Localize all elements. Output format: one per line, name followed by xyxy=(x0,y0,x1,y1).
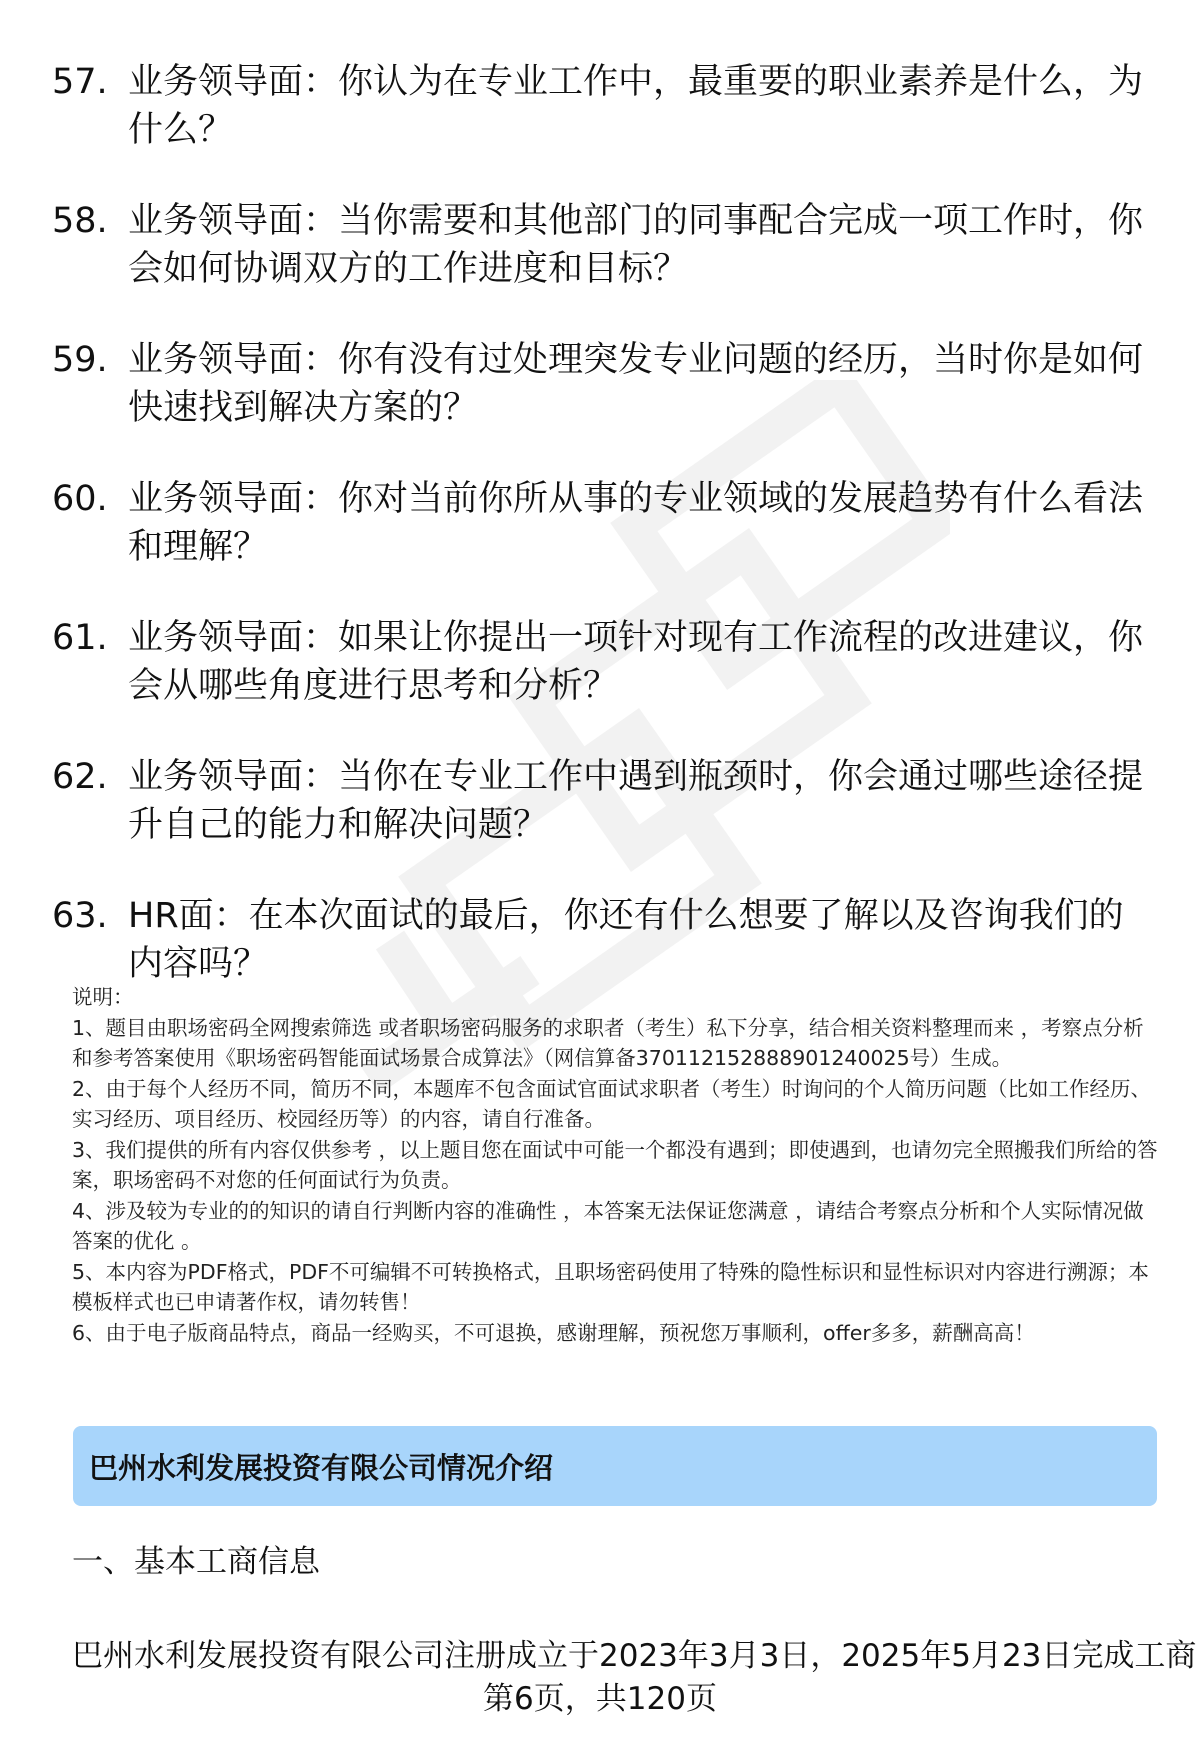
question-text: 业务领导面：当你需要和其他部门的同事配合完成一项工作时，你会如何协调双方的工作进度和目标？ xyxy=(128,201,1144,289)
question-text: HR面：在本次面试的最后，你还有什么想要了解以及咨询我们的内容吗？ xyxy=(128,896,1124,984)
question-text: 业务领导面：你认为在专业工作中，最重要的职业素养是什么，为什么？ xyxy=(128,62,1144,150)
notes-item-3: 3、我们提供的所有内容仅供参考 ，以上题目您在面试中可能一个都没有遇到；即使遇到，也请勿完全照搬我们所给的答案，职场密码不对您的任何面试行为负责。 xyxy=(72,1137,1158,1192)
notes-item-6: 6、由于电子版商品特点，商品一经购买，不可退换，感谢理解，预祝您万事顺利，offer多多，薪酬高高！ xyxy=(72,1320,1035,1345)
question-number: 58. xyxy=(52,201,108,241)
question-item-60 xyxy=(52,475,1162,571)
question-number: 59. xyxy=(52,340,108,380)
banner-title: 巴州水利发展投资有限公司情况介绍 xyxy=(89,1450,554,1485)
question-text: 业务领导面：你对当前你所从事的专业领域的发展趋势有什么看法和理解？ xyxy=(128,479,1144,567)
notes-section xyxy=(72,982,1162,1348)
notes-title: 说明： xyxy=(72,985,134,1009)
section-heading: 一、基本工商信息 xyxy=(72,1544,320,1580)
question-list xyxy=(52,58,1162,1031)
page-number-footer: 第6页，共120页 xyxy=(483,1681,717,1717)
question-text: 业务领导面：你有没有过处理突发专业问题的经历，当时你是如何快速找到解决方案的？ xyxy=(128,340,1144,428)
notes-item-4: 4、涉及较为专业的的知识的请自行判断内容的准确性 ，本答案无法保证您满意 ，请结合考察点分析和个人实际情况做答案的优化 。 xyxy=(72,1198,1144,1253)
question-number: 57. xyxy=(52,62,108,102)
question-text: 业务领导面：如果让你提出一项针对现有工作流程的改进建议，你会从哪些角度进行思考和分析？ xyxy=(128,618,1144,706)
notes-item-5: 5、本内容为PDF格式，PDF不可编辑不可转换格式，且职场密码使用了特殊的隐性标识和显性标识对内容进行溯源；本模板样式也已申请著作权，请勿转售！ xyxy=(72,1259,1149,1314)
company-intro-banner xyxy=(73,1426,1157,1506)
notes-item-2: 2、由于每个人经历不同，简历不同，本题库不包含面试官面试求职者（考生）时询问的个人简历问题（比如工作经历、实习经历、项目经历、校园经历等）的内容，请自行准备。 xyxy=(72,1076,1152,1131)
question-item-59 xyxy=(52,336,1162,432)
question-number: 61. xyxy=(52,618,108,658)
question-item-61 xyxy=(52,614,1162,710)
question-item-58 xyxy=(52,197,1162,293)
question-item-57 xyxy=(52,58,1162,154)
body-paragraph: 巴州水利发展投资有限公司注册成立于2023年3月3日，2025年5月23日完成工商 xyxy=(72,1638,1197,1674)
notes-item-1: 1、题目由职场密码全网搜索筛选 或者职场密码服务的求职者（考生）私下分享，结合相关资料整理而来 ，考察点分析和参考答案使用《职场密码智能面试场景合成算法》（网信算备370112152888901240025号）生成。 xyxy=(72,1015,1144,1070)
question-number: 63. xyxy=(52,896,108,936)
question-number: 62. xyxy=(52,757,108,797)
question-item-62 xyxy=(52,753,1162,849)
question-text: 业务领导面：当你在专业工作中遇到瓶颈时，你会通过哪些途径提升自己的能力和解决问题？ xyxy=(128,757,1144,845)
question-item-63 xyxy=(52,892,1162,988)
question-number: 60. xyxy=(52,479,108,519)
